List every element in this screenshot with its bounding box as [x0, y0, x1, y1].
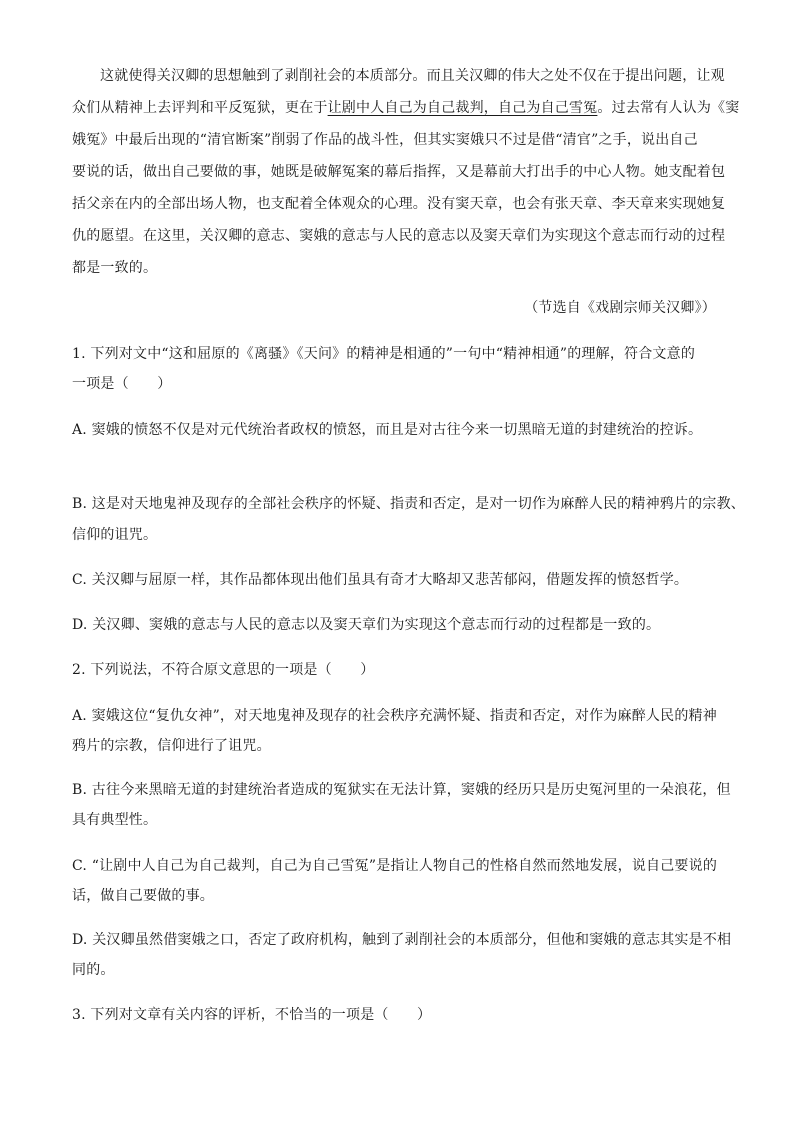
- question-2-option-d-line-1: D. 关汉卿虽然借窦娥之口，否定了政府机构，触到了剥削社会的本质部分，但他和窦娥的意志其实是不相: [72, 932, 732, 948]
- question-1-stem-line-2: 一项是（ ）: [72, 376, 172, 392]
- question-2-option-b-line-2: 具有典型性。: [72, 812, 158, 828]
- question-1-option-a: A. 窦娥的愤怒不仅是对元代统治者政权的愤怒，而且是对古往今来一切黑暗无道的封建统治的控诉。: [72, 422, 703, 438]
- question-3-stem: 3. 下列对文章有关内容的评析，不恰当的一项是（ ）: [72, 1007, 432, 1023]
- question-2-option-a-line-1: A. 窦娥这位“复仇女神”，对天地鬼神及现存的社会秩序充满怀疑、指责和否定，对作为麻醉人民的精神: [72, 708, 717, 724]
- passage-line-3: 娥冤》中最后出现的“清官断案”削弱了作品的战斗性，但其实窦娥只不过是借“清官”之手，说出自己: [72, 132, 698, 148]
- question-1-option-b-line-1: B. 这是对天地鬼神及现存的全部社会秩序的怀疑、指责和否定，是对一切作为麻醉人民的精神鸦片的宗教、: [72, 496, 745, 512]
- passage-line-2-pre: 众们从精神上去评判和平反冤狱，更在于: [72, 100, 328, 116]
- question-2-option-a-line-2: 鸦片的宗教，信仰进行了诅咒。: [72, 738, 271, 754]
- question-2-option-d-line-2: 同的。: [72, 962, 115, 978]
- passage-line-2-post: 。过去常有人认为《窦: [597, 100, 740, 116]
- question-1-option-b-line-2: 信仰的诅咒。: [72, 527, 158, 543]
- passage-line-7: 都是一致的。: [72, 260, 158, 276]
- question-2-stem: 2. 下列说法，不符合原文意思的一项是（ ）: [72, 662, 375, 678]
- question-2-option-b-line-1: B. 古往今来黑暗无道的封建统治者造成的冤狱实在无法计算，窦娥的经历只是历史冤河里的一朵浪花，但: [72, 782, 731, 798]
- passage-line-5: 括父亲在内的全部出场人物，也支配着全体观众的心理。没有窦天章，也会有张天章、李天章来实现她复: [72, 196, 726, 212]
- question-2-option-c-line-2: 话，做自己要做的事。: [72, 888, 214, 904]
- question-1-option-c: C. 关汉卿与屈原一样，其作品都体现出他们虽具有奇才大略却又悲苦郁闷，借题发挥的愤怒哲学。: [72, 572, 689, 588]
- question-1-stem-line-1: 1. 下列对文中“这和屈原的《离骚》《天问》的精神是相通的”一句中“精神相通”的理解，符合文意的: [72, 346, 696, 362]
- passage-line-2: [72, 98, 740, 118]
- passage-line-4: 要说的话，做出自己要做的事，她既是破解冤案的幕后指挥，又是幕前大打出手的中心人物。她支配着包: [72, 164, 726, 180]
- question-2-option-c-line-1: C. “让剧中人自己为自己裁判，自己为自己雪冤”是指让人物自己的性格自然而然地发展，说自己要说的: [72, 858, 718, 874]
- source-citation: （节选自《戏剧宗师关汉卿》）: [524, 300, 716, 316]
- passage-line-6: 仇的愿望。在这里，关汉卿的意志、窦娥的意志与人民的意志以及窦天章们为实现这个意志而行动的过程: [72, 228, 726, 244]
- passage-line-1: 这就使得关汉卿的思想触到了剥削社会的本质部分。而且关汉卿的伟大之处不仅在于提出问题，让观: [100, 68, 725, 84]
- question-1-option-d: D. 关汉卿、窦娥的意志与人民的意志以及窦天章们为实现这个意志而行动的过程都是一致的。: [72, 617, 661, 633]
- underlined-quote: 让剧中人自己为自己裁判，自己为自己雪冤: [327, 100, 598, 116]
